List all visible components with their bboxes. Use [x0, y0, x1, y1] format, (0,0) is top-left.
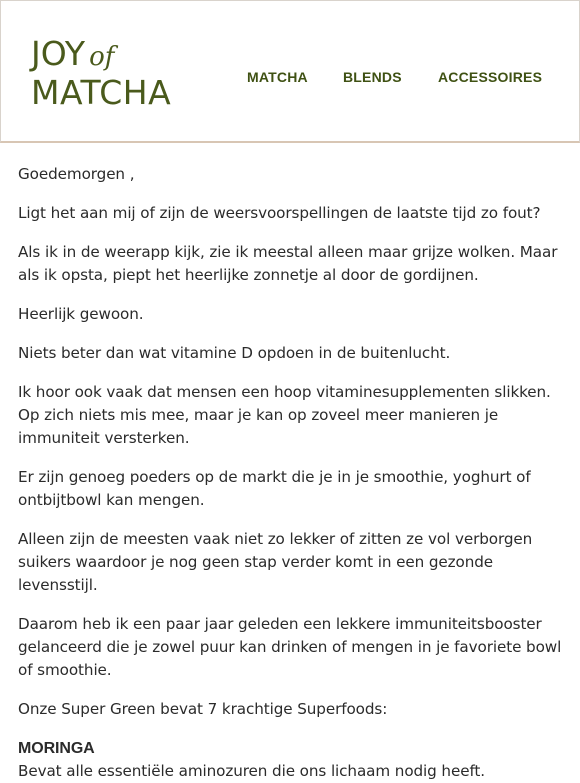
nav-item-accessoires[interactable]: ACCESSOIRES — [438, 69, 543, 85]
ingredient-description: Bevat alle essentiële aminozuren die ons lichaam nodig heeft. — [18, 762, 486, 780]
logo-line-2: MATCHA — [31, 73, 172, 112]
email-body — [0, 143, 580, 783]
body-paragraph: Daarom heb ik een paar jaar geleden een lekkere immuniteitsbooster gelanceerd die je zowel puur kan drinken of mengen in je favoriete bowl of smoothie. — [18, 615, 562, 679]
body-paragraph: Ligt het aan mij of zijn de weersvoorspellingen de laatste tijd zo fout? — [18, 204, 541, 222]
body-paragraph: Ik hoor ook vaak dat mensen een hoop vitaminesupplementen slikken. Op zich niets mis mee, maar je kan op zoveel meer manieren je immuniteit versterken. — [18, 383, 551, 447]
body-paragraph: Als ik in de weerapp kijk, zie ik meestal alleen maar grijze wolken. Maar als ik opsta, piept het heerlijke zonnetje al door de gordijnen. — [18, 243, 558, 284]
logo-line-1 — [31, 34, 171, 73]
body-paragraph: Er zijn genoeg poeders op de markt die je in je smoothie, yoghurt of ontbijtbowl kan mengen. — [18, 468, 531, 509]
logo-joy: JOY — [31, 34, 86, 73]
logo-of: of — [89, 42, 115, 72]
ingredient-heading: MORINGA — [18, 740, 95, 757]
body-paragraph: Niets beter dan wat vitamine D opdoen in de buitenlucht. — [18, 344, 451, 362]
joy-of-matcha-logo[interactable] — [31, 34, 172, 112]
greeting: Goedemorgen , — [18, 165, 135, 183]
body-paragraph: Onze Super Green bevat 7 krachtige Superfoods: — [18, 700, 388, 718]
email-header — [0, 0, 580, 143]
nav-item-matcha[interactable]: MATCHA — [247, 69, 308, 85]
nav-item-blends[interactable]: BLENDS — [343, 69, 402, 85]
body-paragraph: Alleen zijn de meesten vaak niet zo lekker of zitten ze vol verborgen suikers waardoor je nog geen stap verder komt in een gezonde levensstijl. — [18, 530, 533, 594]
body-paragraph: Heerlijk gewoon. — [18, 305, 144, 323]
